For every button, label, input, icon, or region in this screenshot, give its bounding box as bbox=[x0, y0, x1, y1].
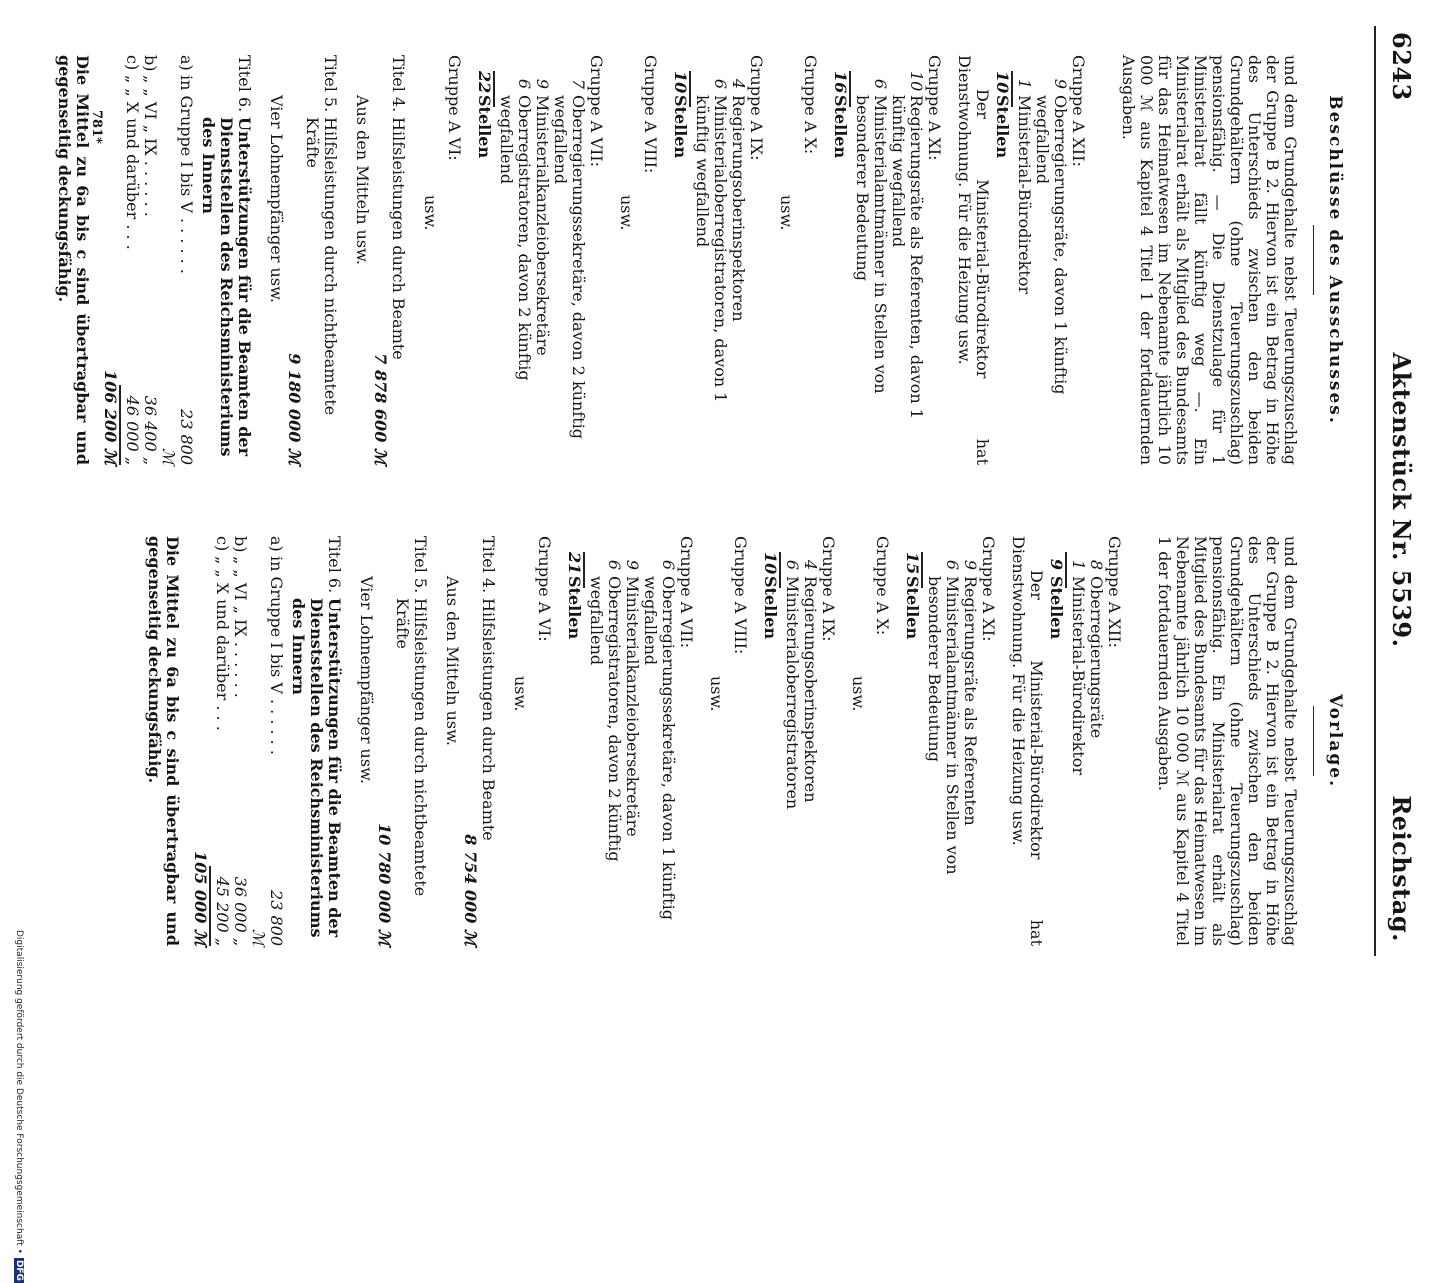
schedule-row bbox=[249, 536, 285, 946]
salary-group bbox=[511, 536, 553, 946]
titel-line bbox=[289, 536, 343, 946]
item-count: 6 bbox=[515, 78, 534, 89]
group-item bbox=[587, 536, 623, 946]
group-heading: Gruppe A X: bbox=[873, 536, 892, 636]
item-count: 1 bbox=[1069, 559, 1088, 570]
schedule-row bbox=[213, 536, 231, 946]
item-title: Regierungsoberinspektoren bbox=[801, 576, 820, 803]
group-item bbox=[693, 55, 729, 465]
item-count: 8 bbox=[1087, 559, 1106, 570]
group-heading: Gruppe A VI: bbox=[535, 536, 554, 642]
total-label: Stellen bbox=[831, 95, 850, 159]
item-count: 6 bbox=[605, 559, 624, 570]
salary-group bbox=[565, 536, 695, 946]
item-title: Oberregierungssekretäre, davon 2 künftig wegfallend bbox=[551, 95, 588, 440]
salary-group bbox=[671, 55, 765, 465]
document-number: Aktenstück Nr. 5539. bbox=[1387, 352, 1416, 648]
watermark-text: Digitalisierung gefördert durch die Deutsche Forschungsgemeinschaft • bbox=[14, 930, 24, 1254]
schedule-row bbox=[123, 55, 141, 465]
total-label: Stellen bbox=[993, 95, 1012, 159]
total-label: Stellen bbox=[761, 576, 780, 640]
group-item bbox=[1015, 55, 1033, 465]
item-title: Ministerialkanzleiobersekretäre bbox=[623, 576, 642, 837]
group-heading: Gruppe A XII: bbox=[1105, 536, 1124, 648]
group-note: Der Ministerial-Bürodirektor hat Dienstwohnung. Für die Heizung usw. bbox=[1009, 536, 1046, 946]
group-heading: Gruppe A XI: bbox=[925, 55, 944, 161]
row-amount: 36 000 „ bbox=[231, 876, 250, 946]
group-heading: Gruppe A VIII: bbox=[641, 55, 660, 174]
total-count: 22 bbox=[475, 71, 494, 94]
group-item bbox=[729, 55, 747, 465]
group-heading: Gruppe A IX: bbox=[747, 55, 766, 161]
row-desc: „ „ VI „ IX . . . . . . bbox=[141, 75, 160, 217]
row-key: b) bbox=[141, 55, 160, 72]
row-desc: „ „ X und darüber . . . bbox=[213, 556, 232, 731]
titel-label: Titel 5. bbox=[411, 536, 430, 594]
row-amount: 23 800 ℳ bbox=[159, 409, 196, 465]
row-key: b) bbox=[231, 536, 250, 553]
schedule-row bbox=[231, 536, 249, 946]
item-title: Oberregistratoren, davon 2 künftig wegfallend bbox=[587, 576, 624, 862]
group-item bbox=[551, 55, 587, 465]
total-label: Stellen bbox=[671, 95, 690, 159]
total-label: Stellen bbox=[903, 576, 922, 640]
title-rule bbox=[1313, 706, 1314, 776]
item-count: 6 bbox=[783, 559, 802, 570]
salary-group bbox=[617, 55, 659, 465]
titel-amount: 8 754 000 ℳ bbox=[461, 834, 480, 946]
row-amount: 45 200 „ bbox=[213, 876, 232, 946]
total-count: 21 bbox=[565, 552, 584, 575]
page-number: 6243 bbox=[1387, 32, 1416, 101]
group-item bbox=[641, 536, 677, 946]
salary-group bbox=[955, 55, 1087, 465]
group-note: Der Ministerial-Bürodirektor hat Dienstwohnung. Für die Heizung usw. bbox=[955, 55, 992, 465]
titel-text: Hilfsleistungen durch nichtbeamtete Kräfte bbox=[303, 117, 340, 416]
group-usw: usw. bbox=[511, 676, 530, 712]
intro-paragraph: und dem Grundgehalte nebst Teuerungszuschlag der Gruppe B 2. Hiervon ist ein Betrag in Höhe des Unterschieds zwischen den beiden Grundgehältern (ohne Teuerungszuschlag) pensionsfähig. — Die Dienstzulage für 1 Ministerialrat fällt künftig weg —. Ein Ministerialrat erhält als Mitglied des Bundesamts für das Heimatwesen im Nebenamte jährlich 10 000 ℳ aus Kapitel 4 Titel 1 der fortdauernden Ausgaben. bbox=[1119, 55, 1300, 465]
group-heading: Gruppe A VII: bbox=[587, 55, 606, 167]
group-heading: Gruppe A VI: bbox=[445, 55, 464, 161]
item-count: 9 bbox=[961, 559, 980, 570]
row-amount: 46 000 „ bbox=[123, 395, 142, 465]
titel-amount: 9 180 000 ℳ bbox=[285, 353, 304, 465]
salary-group bbox=[761, 536, 837, 946]
total-count: 10 bbox=[993, 71, 1012, 94]
closing-note: Die Mittel zu 6a bis c sind übertragbar und gegenseitig deckungsfähig. bbox=[55, 55, 92, 465]
item-count: 10 bbox=[907, 71, 926, 92]
row-amount: 36 400 „ bbox=[141, 395, 160, 465]
item-title: Ministerialamtmänner in Stellen von besonderer Bedeutung bbox=[853, 95, 890, 394]
group-heading: Gruppe A XI: bbox=[979, 536, 998, 642]
support-schedule bbox=[101, 55, 195, 465]
titel-line bbox=[393, 536, 429, 946]
total-count: 15 bbox=[903, 552, 922, 575]
group-total bbox=[831, 55, 849, 465]
item-title: Ministerialamtmänner in Stellen von besonderer Bedeutung bbox=[925, 576, 962, 875]
salary-group bbox=[1009, 536, 1123, 946]
titel-line bbox=[389, 55, 407, 465]
item-count: 6 bbox=[711, 78, 730, 89]
titel-label: Titel 5. bbox=[321, 55, 340, 113]
titel-amount: 7 878 600 ℳ bbox=[371, 353, 390, 465]
titel-text: Unterstützungen für die Beamten der Dienststellen des Reichsministeriums des Innern bbox=[199, 117, 254, 457]
group-item bbox=[783, 536, 801, 946]
closing-note: Die Mittel zu 6a bis c sind übertragbar und gegenseitig deckungsfähig. bbox=[145, 536, 182, 946]
group-item bbox=[801, 536, 819, 946]
group-item bbox=[889, 55, 925, 465]
item-count: 9 bbox=[533, 78, 552, 89]
total-label: Stellen bbox=[475, 95, 494, 159]
titel-note: Vier Lohnempfänger usw. bbox=[267, 95, 286, 303]
item-count: 6 bbox=[659, 559, 678, 570]
title-rule bbox=[1313, 225, 1314, 295]
group-usw: usw. bbox=[777, 195, 796, 231]
total-count: 9 bbox=[1047, 558, 1066, 570]
titel-label: Titel 4. bbox=[479, 536, 498, 594]
schedule-row bbox=[159, 55, 195, 465]
row-desc: „ „ VI „ IX . . . . . . bbox=[231, 556, 250, 698]
group-item bbox=[961, 536, 979, 946]
row-key: c) bbox=[213, 536, 232, 552]
item-title: Oberregistratoren, davon 2 künftig wegfallend bbox=[497, 95, 534, 381]
group-item bbox=[533, 55, 551, 465]
salary-group bbox=[831, 55, 943, 465]
item-title: Oberregierungsräte bbox=[1087, 576, 1106, 739]
header-rule bbox=[1374, 26, 1376, 956]
intro-paragraph: und dem Grundgehalte nebst Teuerungszuschlag der Gruppe B 2. Hiervon ist ein Betrag in Höhe des Unterschieds zwischen den beiden Grundgehältern (ohne Teuerungszuschlag) pensionsfähig. Ein Ministerialrat erhält als Mitglied des Bundesamts für das Heimatwesen im Nebenamte jährlich 10 000 ℳ aus Kapitel 4 Titel 1 der fortdauernden Ausgaben. bbox=[1155, 536, 1300, 946]
titel-note: Vier Lohnempfänger usw. bbox=[357, 576, 376, 784]
group-item bbox=[1069, 536, 1087, 946]
column-title: Vorlage. bbox=[1325, 693, 1345, 789]
group-usw: usw. bbox=[617, 195, 636, 231]
schedule-sum: 106 200 ℳ bbox=[101, 369, 120, 465]
group-item bbox=[853, 55, 889, 465]
titel-note: Aus den Mitteln usw. bbox=[353, 95, 372, 265]
item-count: 6 bbox=[943, 559, 962, 570]
column-proposal bbox=[145, 536, 1344, 946]
row-desc: „ „ X und darüber . . . bbox=[123, 75, 142, 250]
titel-line bbox=[199, 55, 253, 465]
salary-group bbox=[421, 55, 463, 465]
group-total bbox=[565, 536, 583, 946]
total-label: Stellen bbox=[1047, 576, 1066, 640]
titel6-section bbox=[191, 536, 343, 946]
total-count: 16 bbox=[831, 71, 850, 94]
row-desc: in Gruppe I bis V . . . . . . bbox=[267, 556, 286, 755]
titel-text: Hilfsleistungen durch Beamte bbox=[479, 598, 498, 841]
group-total bbox=[993, 55, 1011, 465]
titel6-section bbox=[101, 55, 253, 465]
titel5-section bbox=[267, 55, 339, 465]
item-count: 6 bbox=[871, 78, 890, 89]
titel-label: Titel 6. bbox=[325, 536, 344, 594]
item-title: Ministerialoberregistratoren, davon 1 künftig wegfallend bbox=[693, 95, 730, 403]
group-heading: Gruppe A X: bbox=[801, 55, 820, 155]
group-usw: usw. bbox=[849, 676, 868, 712]
group-total bbox=[903, 536, 921, 946]
group-total bbox=[475, 55, 493, 465]
salary-group bbox=[707, 536, 749, 946]
item-count: 4 bbox=[729, 78, 748, 89]
column-title: Beschlüsse des Ausschusses. bbox=[1325, 95, 1345, 425]
row-amount: 23 800 ℳ bbox=[249, 890, 286, 946]
item-title: Oberregierungsräte, davon 1 künftig wegfallend bbox=[1033, 95, 1070, 395]
titel-line bbox=[303, 55, 339, 465]
salary-group bbox=[777, 55, 819, 465]
group-usw: usw. bbox=[421, 195, 440, 231]
group-total bbox=[671, 55, 689, 465]
item-title: Ministerialkanzleiobersekretäre bbox=[533, 95, 552, 356]
group-usw: usw. bbox=[707, 676, 726, 712]
row-key: a) bbox=[267, 536, 286, 552]
total-count: 10 bbox=[671, 71, 690, 94]
item-count: 9 bbox=[1051, 78, 1070, 89]
group-item bbox=[1033, 55, 1069, 465]
dfg-watermark bbox=[14, 930, 24, 1283]
titel-note: Aus den Mitteln usw. bbox=[443, 576, 462, 746]
salary-group bbox=[849, 536, 891, 946]
row-desc: in Gruppe I bis V . . . . . . bbox=[177, 75, 196, 274]
group-total bbox=[1047, 536, 1065, 946]
item-title: Regierungsoberinspektoren bbox=[729, 95, 748, 322]
group-item bbox=[623, 536, 641, 946]
group-heading: Gruppe A XII: bbox=[1069, 55, 1088, 167]
group-heading: Gruppe A VII: bbox=[677, 536, 696, 648]
group-item bbox=[497, 55, 533, 465]
titel-label: Titel 4. bbox=[389, 55, 408, 113]
titel-text: Hilfsleistungen durch Beamte bbox=[389, 117, 408, 360]
group-item bbox=[1087, 536, 1105, 946]
signature-mark: 781* bbox=[89, 110, 104, 144]
item-count: 1 bbox=[1015, 78, 1034, 89]
total-count: 10 bbox=[761, 552, 780, 575]
titel-line bbox=[479, 536, 497, 946]
support-schedule bbox=[191, 536, 285, 946]
item-count: 9 bbox=[623, 559, 642, 570]
item-count: 7 bbox=[569, 78, 588, 89]
group-total bbox=[761, 536, 779, 946]
group-heading: Gruppe A VIII: bbox=[731, 536, 750, 655]
item-title: Regierungsräte als Referenten bbox=[961, 576, 980, 826]
column-committee-resolutions bbox=[55, 55, 1344, 465]
item-count: 4 bbox=[801, 559, 820, 570]
salary-group bbox=[475, 55, 605, 465]
row-key: c) bbox=[123, 55, 142, 71]
dfg-logo: DFG bbox=[14, 1259, 24, 1281]
titel4-section bbox=[443, 536, 497, 946]
group-heading: Gruppe A IX: bbox=[819, 536, 838, 642]
titel-text: Hilfsleistungen durch nichtbeamtete Kräfte bbox=[393, 598, 430, 897]
schedule-sum: 105 000 ℳ bbox=[191, 850, 210, 946]
titel-text: Unterstützungen für die Beamten der Dienststellen des Reichsministeriums des Innern bbox=[289, 598, 344, 938]
item-title: Ministerial-Bürodirektor bbox=[1015, 95, 1034, 295]
row-key: a) bbox=[177, 55, 196, 71]
titel-label: Titel 6. bbox=[235, 55, 254, 113]
titel4-section bbox=[353, 55, 407, 465]
group-item bbox=[925, 536, 961, 946]
item-title: Regierungsräte als Referenten, davon 1 künftig wegfallend bbox=[889, 95, 926, 419]
publication-title: Reichstag. bbox=[1387, 795, 1416, 942]
titel5-section bbox=[357, 536, 429, 946]
item-title: Oberregierungssekretäre, davon 1 künftig wegfallend bbox=[641, 576, 678, 921]
item-title: Ministerialoberregistratoren bbox=[783, 576, 802, 810]
titel-amount: 10 780 000 ℳ bbox=[375, 823, 394, 946]
total-label: Stellen bbox=[565, 576, 584, 640]
schedule-row bbox=[141, 55, 159, 465]
item-title: Ministerial-Bürodirektor bbox=[1069, 576, 1088, 776]
salary-group bbox=[903, 536, 997, 946]
